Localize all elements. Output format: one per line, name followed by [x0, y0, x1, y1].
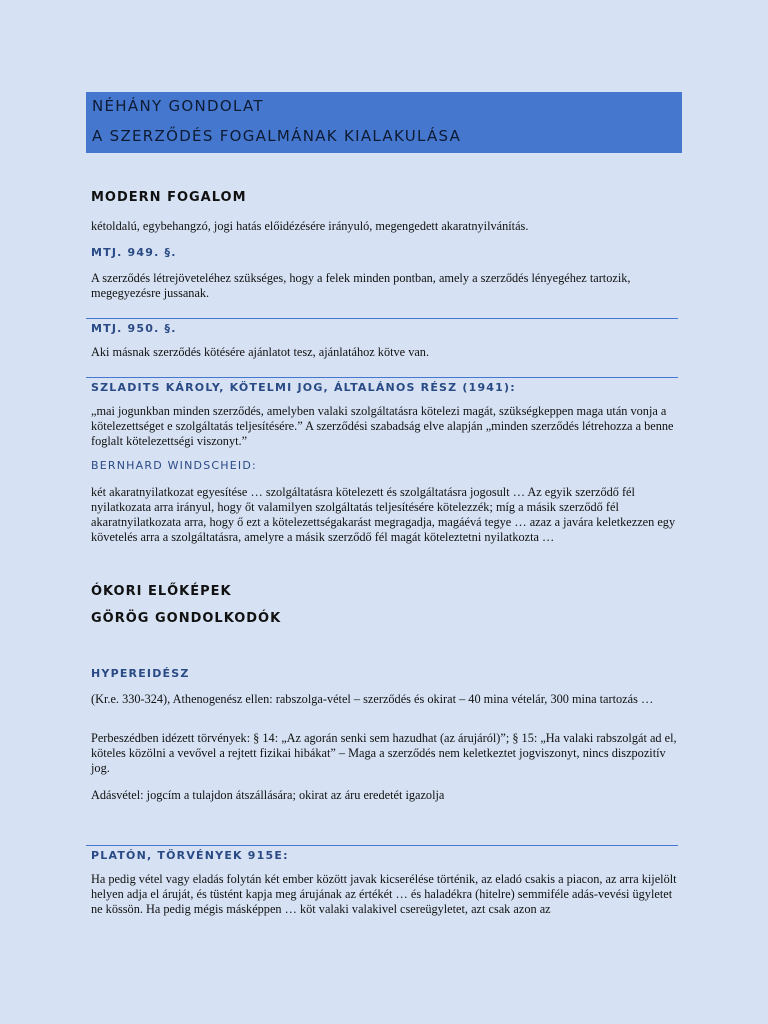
divider-rule	[86, 318, 678, 319]
heading-okori-elokepek: ÓKORI ELŐKÉPEK	[91, 584, 232, 599]
heading-hypereides: HYPEREIDÉSZ	[91, 667, 190, 680]
heading-mtj-949: MTJ. 949. §.	[91, 246, 177, 259]
heading-szladits: SZLADITS KÁROLY, KÖTELMI JOG, ÁLTALÁNOS RÉSZ (1941):	[91, 381, 516, 394]
paragraph-hypereides-3: Adásvétel: jogcím a tulajdon átszállására; okirat az áru eredetét igazolja	[91, 788, 445, 802]
divider-rule	[86, 845, 678, 846]
paragraph-mtj-950: Aki másnak szerződés kötésére ajánlatot tesz, ajánlatához kötve van.	[91, 345, 430, 359]
paragraph-windscheid: két akaratnyilatkozat egyesítése … szolgáltatásra kötelezett és szolgáltatásra jogosult … Az egyik szerződő fél nyilatkozata arra irányul, hogy őt valamilyen szolgáltatás teljesítésére kötelezzék; míg a másik szerződő fél akaratnyilatkozata arra, hogy ő ezt a kötelezettségakarást megragadja, magáévá tegye … azaz a javára keletkezzen egy követelés arra a szolgáltatásra, amelyre a másik szerződő fél magát köteleztetni nyilatkozta …	[91, 485, 676, 544]
paragraph-platon: Ha pedig vétel vagy eladás folytán két ember között javak kicserélése történik, az eladó csakis a piacon, az arra kijelölt helyen adja el áruját, és tüstént kapja meg árujának az értékét … és haladékra (hitelre) semmiféle adás-vevési ügyletet ne kössön. Ha pedig mégis másképpen … köt valaki valakivel csereügyletet, azt csak azon az	[91, 872, 677, 916]
paragraph-mtj-949: A szerződés létrejöveteléhez szükséges, hogy a felek minden pontban, amely a szerződés lényegéhez tartozik, megegyezésre jussanak.	[91, 271, 631, 300]
heading-mtj-950: MTJ. 950. §.	[91, 322, 177, 335]
paragraph-hypereides-2: Perbeszédben idézett törvények: § 14: „Az agorán senki sem hazudhat (az árujáról)”; § 15: „Ha valaki rabszolgát ad el, köteles közölni a vevővel a rejtett fizikai hibákat” – Maga a szerződés nem keletkeztet jogviszonyt, nincs diszpozitív jog.	[91, 731, 677, 775]
banner-title-line-1: NÉHÁNY GONDOLAT	[92, 97, 264, 115]
heading-windscheid: BERNHARD WINDSCHEID:	[91, 459, 257, 472]
paragraph-szladits: „mai jogunkban minden szerződés, amelyben valaki szolgáltatásra kötelezi magát, szükségkeppen maga után vonja a kötelezettséget e szolgáltatás teljesítésére.” A szerződési szabadság elve alapján „minden szerződés létrehozza a benne foglalt kötelezettségi viszonyt.”	[91, 404, 674, 448]
banner-title-line-2: A SZERZŐDÉS FOGALMÁNAK KIALAKULÁSA	[92, 127, 462, 145]
paragraph-hypereides-1: (Kr.e. 330-324), Athenogenész ellen: rabszolga-vétel – szerződés és okirat – 40 mina vételár, 300 mina tartozás …	[91, 692, 654, 706]
heading-platon: PLATÓN, TÖRVÉNYEK 915E:	[91, 849, 289, 862]
divider-rule	[86, 377, 678, 378]
heading-gorog-gondolkodok: GÖRÖG GONDOLKODÓK	[91, 611, 282, 626]
heading-modern-fogalom: MODERN FOGALOM	[91, 190, 247, 205]
paragraph-definition: kétoldalú, egybehangzó, jogi hatás előidézésére irányuló, megengedett akaratnyilvánítás.	[91, 219, 529, 233]
title-banner	[86, 92, 682, 153]
